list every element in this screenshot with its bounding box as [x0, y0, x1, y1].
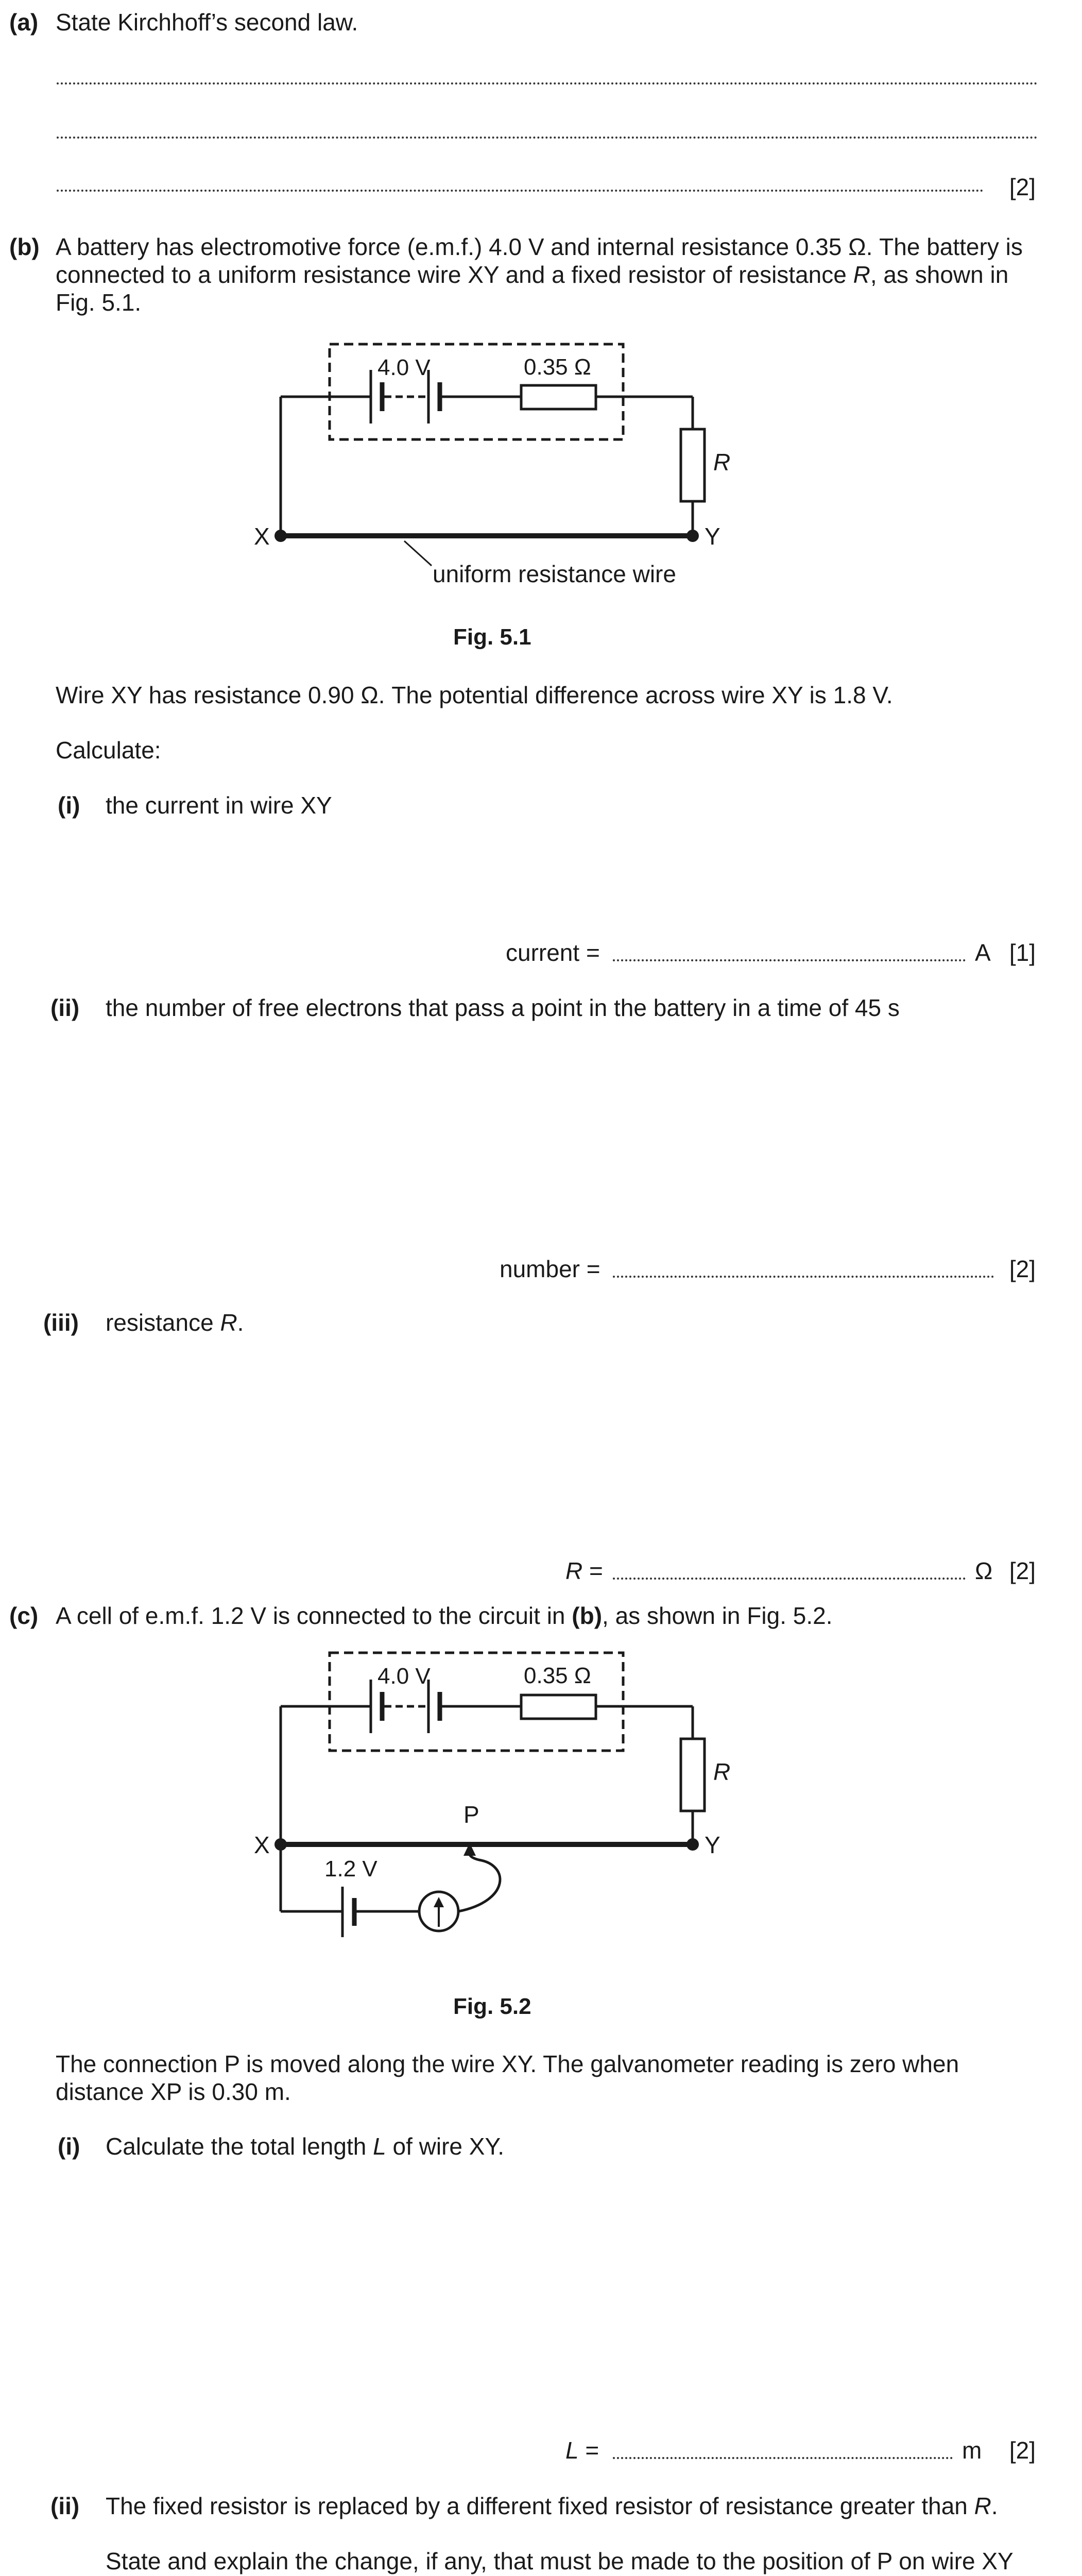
fig51-wire-label: uniform resistance wire — [433, 561, 676, 587]
resistor-r — [681, 429, 705, 501]
part-a-mark: [2] — [1009, 174, 1036, 200]
part-c-ii-q2 — [106, 2573, 535, 2576]
resistor-r — [681, 1739, 705, 1811]
part-b-calculate: Calculate: — [56, 737, 161, 764]
internal-resistor — [521, 1695, 596, 1719]
fig51-internal-r-label: 0.35 Ω — [524, 354, 591, 380]
part-b-i-text: the current in wire XY — [106, 792, 332, 819]
part-b-intro-2: connected to a uniform resistance wire XY and a fixed resistor of resistance R, as shown in — [56, 261, 1009, 288]
part-c-i-mark: [2] — [1009, 2437, 1036, 2464]
jockey-arrow — [434, 1897, 444, 1907]
part-b-iii-text: resistance R. — [106, 1309, 244, 1336]
node-y — [686, 530, 699, 542]
part-b-i-label: (i) — [58, 792, 80, 819]
fig51-x-label: X — [254, 523, 270, 550]
fig-5-2-caption: Fig. 5.2 — [453, 1994, 531, 2019]
number-answer-field[interactable] — [613, 1276, 994, 1278]
part-a-label: (a) — [9, 9, 39, 36]
current-unit: A — [975, 939, 991, 966]
part-c-statement-2: distance XP is 0.30 m. — [56, 2078, 291, 2105]
current-answer-field[interactable] — [613, 959, 966, 961]
r-answer-field[interactable] — [613, 1578, 966, 1580]
fig51-y-label: Y — [705, 523, 720, 550]
number-answer-prefix: number = — [500, 1256, 600, 1282]
fig52-x-label: X — [254, 1832, 270, 1858]
node-x — [274, 1838, 287, 1851]
part-b-statement: Wire XY has resistance 0.90 Ω. The potential difference across wire XY is 1.8 V. — [56, 682, 893, 708]
r-unit: Ω — [975, 1557, 993, 1584]
fig52-resistor-label: R — [713, 1758, 731, 1785]
r-answer-prefix: R = — [565, 1557, 603, 1584]
fig51-emf-label: 4.0 V — [377, 355, 431, 380]
l-answer-field[interactable] — [613, 2457, 953, 2459]
part-b-ii-text: the number of free electrons that pass a point in the battery in a time of 45 s — [106, 994, 900, 1021]
internal-resistor — [521, 385, 596, 409]
node-x — [274, 530, 287, 542]
fig52-y-label: Y — [705, 1832, 720, 1858]
part-b-intro-1: A battery has electromotive force (e.m.f.) 4.0 V and internal resistance 0.35 Ω. The battery is — [56, 233, 1023, 260]
part-b-label: (b) — [9, 233, 40, 260]
part-c-i-label: (i) — [58, 2133, 80, 2160]
fig52-internal-r-label: 0.35 Ω — [524, 1663, 591, 1688]
part-b-intro-3: Fig. 5.1. — [56, 289, 142, 316]
part-b-iii-label: (iii) — [43, 1309, 79, 1336]
part-c-statement-1: The connection P is moved along the wire XY. The galvanometer reading is zero when — [56, 2050, 959, 2077]
part-c-ii-q1: State and explain the change, if any, that must be made to the position of P on wire XY — [106, 2548, 1014, 2574]
l-answer-prefix: L = — [565, 2437, 599, 2464]
part-b-ii-mark: [2] — [1009, 1256, 1036, 1282]
circuit-diagram-fig-5-2 — [0, 1623, 1082, 1984]
fig51-resistor-label: R — [713, 449, 731, 476]
part-c-ii-label: (ii) — [50, 2493, 80, 2519]
fig52-cell-label: 1.2 V — [324, 1856, 377, 1882]
fig52-p-label: P — [463, 1801, 479, 1828]
node-y — [686, 1838, 699, 1851]
part-c-intro: A cell of e.m.f. 1.2 V is connected to the circuit in (b), as shown in Fig. 5.2. — [56, 1602, 833, 1629]
fig52-emf-label: 4.0 V — [377, 1664, 431, 1689]
l-unit: m — [962, 2437, 982, 2464]
part-b-ii-label: (ii) — [50, 994, 80, 1021]
part-a-question: State Kirchhoff’s second law. — [56, 9, 358, 36]
part-c-label: (c) — [9, 1602, 39, 1629]
fig-5-1-caption: Fig. 5.1 — [453, 624, 531, 650]
part-c-i-text: Calculate the total length L of wire XY. — [106, 2133, 504, 2160]
part-b-i-mark: [1] — [1009, 939, 1036, 966]
part-b-iii-mark: [2] — [1009, 1557, 1036, 1584]
circuit-diagram-fig-5-1 — [0, 0, 1082, 644]
part-c-ii-text: The fixed resistor is replaced by a different fixed resistor of resistance greater than R. — [106, 2493, 998, 2519]
current-answer-prefix: current = — [506, 939, 600, 966]
